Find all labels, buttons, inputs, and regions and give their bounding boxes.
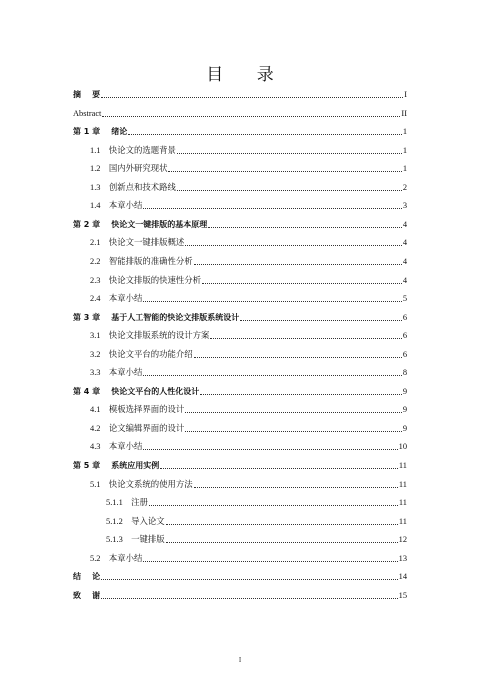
toc-entry-label: 2.4 本章小结 bbox=[90, 294, 143, 304]
toc-entry[interactable] bbox=[90, 142, 407, 156]
toc-leader-dots bbox=[200, 394, 402, 395]
toc-entry-page: 9 bbox=[402, 386, 407, 396]
toc-leader-dots bbox=[143, 375, 401, 376]
toc-entry-page: 11 bbox=[398, 498, 407, 508]
toc-entry-label: 2.1 快论文一键排版概述 bbox=[90, 238, 185, 248]
toc-entry-page: 9 bbox=[402, 423, 407, 433]
toc-entry-page: 11 bbox=[398, 516, 407, 526]
toc-leader-dots bbox=[101, 579, 397, 580]
toc-entry-label: 结 论 bbox=[73, 572, 101, 582]
toc-entry[interactable] bbox=[90, 438, 407, 452]
toc-entry[interactable] bbox=[106, 513, 407, 527]
toc-leader-dots bbox=[185, 431, 402, 432]
toc-entry[interactable] bbox=[73, 216, 407, 230]
toc-entry-page: 6 bbox=[402, 349, 407, 359]
toc-entry[interactable] bbox=[90, 550, 407, 564]
toc-leader-dots bbox=[149, 505, 398, 506]
toc-entry-page: 4 bbox=[402, 219, 407, 229]
toc-leader-dots bbox=[194, 357, 402, 358]
toc-entry-page: 4 bbox=[402, 238, 407, 248]
toc-entry-label: 5.1.1 注册 bbox=[106, 498, 148, 508]
toc-entry[interactable] bbox=[90, 290, 407, 304]
page-title: 目 录 bbox=[206, 65, 288, 85]
toc-entry[interactable] bbox=[73, 587, 407, 601]
toc-entry-label: 第 1 章 绪论 bbox=[73, 127, 128, 137]
toc-leader-dots bbox=[101, 97, 403, 98]
toc-entry[interactable] bbox=[90, 253, 407, 267]
toc-leader-dots bbox=[101, 598, 397, 599]
toc-entry-label: 3.3 本章小结 bbox=[90, 368, 143, 378]
toc-leader-dots bbox=[208, 227, 402, 228]
toc-leader-dots bbox=[177, 153, 402, 154]
toc-entry-label: 第 3 章 基于人工智能的快论文排版系统设计 bbox=[73, 312, 240, 322]
toc-entry-page: 13 bbox=[398, 553, 407, 563]
toc-leader-dots bbox=[185, 412, 402, 413]
toc-entry[interactable] bbox=[73, 457, 407, 471]
toc-entry[interactable] bbox=[90, 197, 407, 211]
toc-leader-dots bbox=[143, 561, 397, 562]
toc-leader-dots bbox=[202, 283, 402, 284]
toc-leader-dots bbox=[194, 487, 398, 488]
toc-entry-page: 8 bbox=[402, 368, 407, 378]
toc-entry-label: 摘 要 bbox=[73, 90, 101, 99]
toc-entry-label: 5.2 本章小结 bbox=[90, 553, 143, 563]
toc-entry[interactable] bbox=[73, 86, 407, 100]
toc-leader-dots bbox=[210, 338, 401, 339]
toc-leader-dots bbox=[143, 301, 401, 302]
toc-entry-label: 第 2 章 快论文一键排版的基本原理 bbox=[73, 219, 208, 229]
toc-entry-page: 15 bbox=[398, 590, 407, 600]
toc-entry-label: 第 4 章 快论文平台的人性化设计 bbox=[73, 386, 200, 396]
toc-entry-label: 5.1.3 一键排版 bbox=[106, 535, 165, 545]
toc-entry-label: 致 谢 bbox=[73, 590, 101, 600]
toc-entry[interactable] bbox=[73, 568, 407, 582]
toc-entry[interactable] bbox=[73, 309, 407, 323]
toc-leader-dots bbox=[166, 542, 398, 543]
toc-entry-label: 1.4 本章小结 bbox=[90, 201, 143, 211]
toc-entry-page: 11 bbox=[398, 461, 407, 470]
toc-entry[interactable] bbox=[90, 420, 407, 434]
toc-leader-dots bbox=[168, 171, 401, 172]
toc-entry-page: 6 bbox=[402, 312, 407, 322]
toc-entry-label: 2.2 智能排版的准确性分析 bbox=[90, 256, 193, 266]
toc-entry-page: II bbox=[401, 108, 407, 118]
toc-entry-page: 1 bbox=[402, 145, 407, 155]
toc-leader-dots bbox=[185, 245, 402, 246]
toc-entry-page: 5 bbox=[402, 294, 407, 304]
toc-entry-label: 5.1.2 导入论文 bbox=[106, 516, 165, 526]
toc-leader-dots bbox=[128, 134, 402, 135]
toc-leader-dots bbox=[194, 264, 402, 265]
toc-entry-page: I bbox=[404, 90, 407, 99]
toc-entry[interactable] bbox=[90, 401, 407, 415]
toc-leader-dots bbox=[143, 449, 397, 450]
toc-leader-dots bbox=[102, 116, 400, 117]
toc-entry-page: 11 bbox=[398, 479, 407, 489]
toc-entry-label: 第 5 章 系统应用实例 bbox=[73, 461, 160, 470]
toc-leader-dots bbox=[143, 208, 401, 209]
toc-entry-label: 3.2 快论文平台的功能介绍 bbox=[90, 349, 193, 359]
toc-entry-page: 12 bbox=[398, 535, 407, 545]
toc-leader-dots bbox=[240, 320, 402, 321]
toc-entry[interactable] bbox=[106, 494, 407, 508]
toc-leader-dots bbox=[177, 190, 402, 191]
toc-entry-label: 2.3 快论文排版的快速性分析 bbox=[90, 275, 201, 285]
toc-entry[interactable] bbox=[73, 123, 407, 137]
toc-entry[interactable] bbox=[90, 327, 407, 341]
toc-entry-page: 1 bbox=[402, 127, 407, 137]
toc-entry[interactable] bbox=[106, 531, 407, 545]
toc-entry[interactable] bbox=[90, 476, 407, 490]
toc-entry-page: 14 bbox=[398, 572, 407, 582]
toc-entry-label: 5.1 快论文系统的使用方法 bbox=[90, 479, 193, 489]
toc-entry-label: Abstract bbox=[73, 108, 102, 118]
toc-entry-page: 9 bbox=[402, 405, 407, 415]
toc-entry-page: 2 bbox=[402, 182, 407, 192]
toc-entry[interactable] bbox=[90, 364, 407, 378]
toc-entry[interactable] bbox=[90, 179, 407, 193]
toc-entry[interactable] bbox=[73, 105, 407, 119]
toc-entry[interactable] bbox=[73, 383, 407, 397]
toc-entry-label: 4.1 模板选择界面的设计 bbox=[90, 405, 185, 415]
toc-leader-dots bbox=[160, 468, 398, 469]
toc-entry-page: 10 bbox=[398, 442, 407, 452]
toc-entry-label: 3.1 快论文排版系统的设计方案 bbox=[90, 331, 210, 341]
toc-leader-dots bbox=[166, 524, 398, 525]
toc-entry-page: 4 bbox=[402, 256, 407, 266]
toc-entry-label: 1.3 创新点和技术路线 bbox=[90, 182, 176, 192]
toc-entry[interactable] bbox=[90, 272, 407, 286]
toc-entry[interactable] bbox=[90, 234, 407, 248]
toc-entry-page: 3 bbox=[402, 201, 407, 211]
toc-entry[interactable] bbox=[90, 346, 407, 360]
toc-entry-label: 4.2 论文编辑界面的设计 bbox=[90, 423, 185, 433]
page-number-footer: I bbox=[238, 656, 242, 664]
toc-entry-label: 4.3 本章小结 bbox=[90, 442, 143, 452]
toc-entry[interactable] bbox=[90, 160, 407, 174]
toc-entry-page: 1 bbox=[402, 164, 407, 174]
toc-entry-label: 1.2 国内外研究现状 bbox=[90, 164, 168, 174]
toc-entry-label: 1.1 快论文的选题背景 bbox=[90, 145, 176, 155]
toc-entry-page: 6 bbox=[402, 331, 407, 341]
toc-entry-page: 4 bbox=[402, 275, 407, 285]
